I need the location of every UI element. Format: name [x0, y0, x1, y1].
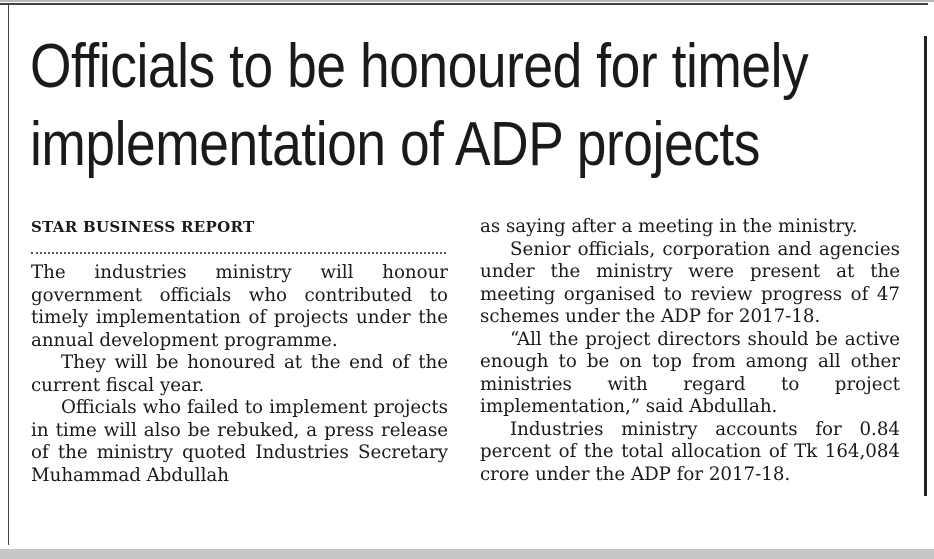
dotted-separator — [31, 252, 446, 254]
paragraph: Officials who failed to implement projects in time will also be rebuked, a press release of the ministry quoted Industries Secretary Muhammad Abdullah — [31, 397, 448, 486]
bottom-band — [0, 549, 934, 559]
article-column-left — [31, 216, 448, 487]
paragraph: The industries ministry will honour government officials who contributed to timely implementation of projects under the annual development programme. — [31, 262, 448, 351]
headline-line-1: Officials to be honoured for timely — [30, 32, 809, 101]
byline: STAR BUSINESS REPORT — [31, 218, 255, 236]
paragraph: “All the project directors should be active enough to be on top from among all other ministries with regard to project implementation,” said Abdullah. — [480, 328, 900, 417]
paragraph: Senior officials, corporation and agencies under the ministry were present at the meeting organised to review progress of 47 schemes under the ADP for 2017-18. — [480, 238, 900, 327]
right-edge-rule — [924, 36, 927, 496]
paragraph: as saying after a meeting in the ministry. — [480, 216, 858, 237]
article-headline — [30, 28, 809, 184]
article-column-right — [480, 216, 900, 486]
top-border — [0, 3, 928, 5]
left-column-rule — [8, 5, 9, 545]
paragraph: Industries ministry accounts for 0.84 percent of the total allocation of Tk 164,084 crore under the ADP for 2017-18. — [480, 418, 900, 485]
top-border-light — [0, 0, 934, 2]
paragraph: They will be honoured at the end of the current fiscal year. — [31, 352, 448, 396]
headline-line-2: implementation of ADP projects — [30, 110, 761, 179]
